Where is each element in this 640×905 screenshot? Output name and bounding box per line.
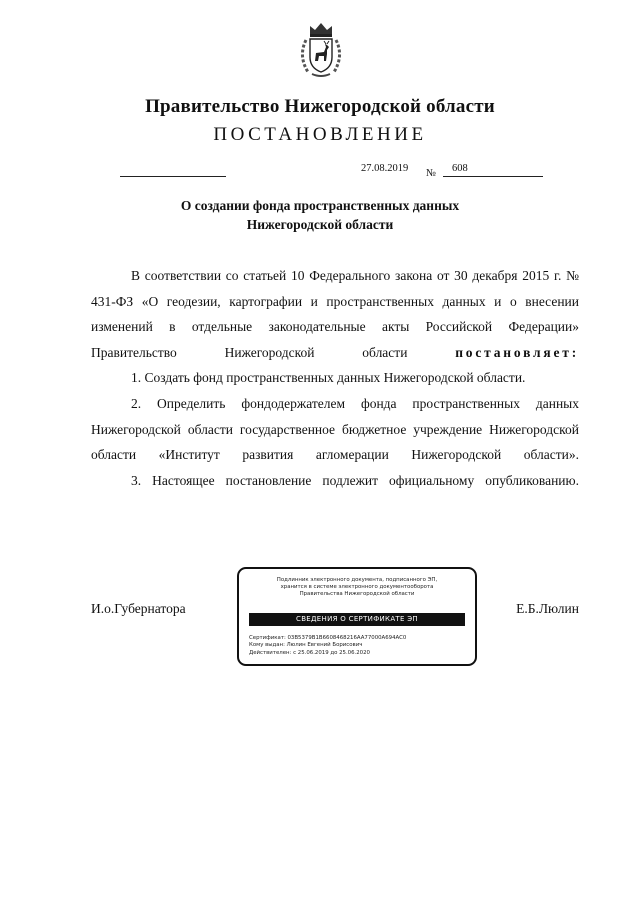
government-name: Правительство Нижегородской области [145,96,495,117]
stamp-certificate: Сертификат: 03B5379B1B6608468216AA77000A694AC0 [249,635,407,641]
preamble-text: В соответствии со статьей 10 Федерального закона от 30 декабря 2015 г. № 431-ФЗ «О геодезии, картографии и пространственных данных и о внесении изменений в отдельные законодательные акты Российской Федерации» Правительство Нижегородской области [91,268,579,360]
preamble-paragraph [91,263,579,365]
stamp-line-3: Правительства Нижегородской области [299,591,415,598]
document-body [91,263,579,493]
document-heading [0,196,640,234]
item-1-paragraph: 1. Создать фонд пространственных данных Нижегородской области. [131,370,526,386]
resolves-word: постановляет: [455,344,579,360]
document-number: 608 [452,163,468,174]
item-3-paragraph: 3. Настоящее постановление подлежит официальному опубликованию. [131,472,579,488]
stamp-issued-to: Кому выдан: Люлин Евгений Борисович [249,642,363,649]
heading-line-2: Нижегородской области [246,217,394,232]
stamp-certificate-bar: СВЕДЕНИЯ О СЕРТИФИКАТЕ ЭП [249,613,465,626]
heading-line-1: О создании фонда пространственных данных [180,198,460,213]
number-underline [443,176,543,177]
stamp-details [249,635,406,657]
signatory-role: И.о.Губернатора [91,601,186,616]
stamp-valid: Действителен: с 25.06.2019 до 25.06.2020 [249,649,370,656]
item-2-paragraph: 2. Определить фондодержателем фонда пространственных данных Нижегородской области государственное бюджетное учреждение Нижегородской области «Институт развития агломерации Нижегородской области». [91,395,579,463]
electronic-signature-stamp [237,567,477,666]
stamp-line-1: Подлинник электронного документа, подписанного ЭП, [276,577,438,583]
stamp-header [245,577,469,599]
left-blank-line [120,176,226,177]
stamp-line-2: хранится в системе электронного документооборота [280,584,434,591]
coat-of-arms-emblem [296,20,346,78]
document-type: ПОСТАНОВЛЕНИЕ [213,124,427,145]
document-date: 27.08.2019 [361,163,409,174]
signatory-name: Е.Б.Люлин [516,601,579,616]
number-sign: № [426,168,437,179]
